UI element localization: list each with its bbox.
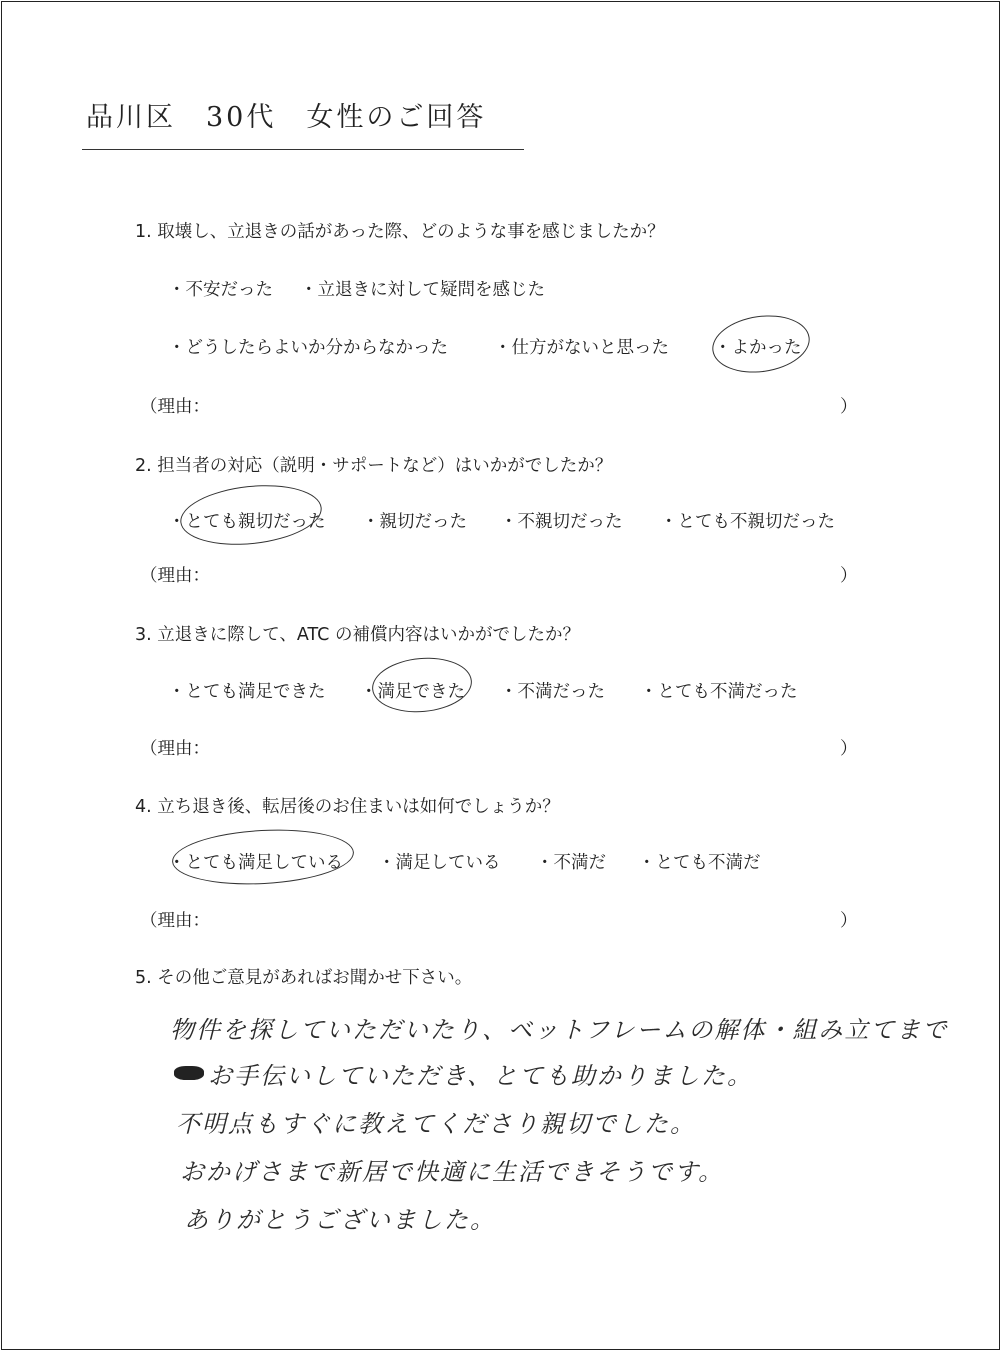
handwritten-line-4: おかげさまで新居で快適に生活できそうです。 (180, 1158, 725, 1186)
q4-option-very-dissatisfied: ・とても不満だ (638, 853, 761, 873)
page-border (1, 1, 1000, 1350)
q1-option-didnt-know: ・どうしたらよいか分からなかった (168, 338, 448, 358)
question-3-text: 3. 立退きに際して、ATC の補償内容はいかがでしたか？ (135, 625, 580, 645)
crossed-out-scribble (174, 1066, 204, 1080)
q2-option-very-unkind: ・とても不親切だった (660, 512, 835, 532)
q2-reason-label: （理由： (140, 566, 210, 586)
q2-option-very-kind: ・とても親切だった (168, 512, 326, 532)
q1-option-anxious: ・不安だった (168, 280, 273, 300)
handwritten-line-3: 不明点もすぐに教えてくださり親切でした。 (176, 1110, 696, 1138)
q3-option-satisfied: ・満足できた (360, 682, 465, 702)
q4-reason-close: ） (840, 911, 858, 931)
q1-reason-close: ） (840, 397, 858, 417)
handwritten-line-2: お手伝いしていただき、とても助かりました。 (208, 1062, 754, 1090)
q1-reason-label: （理由： (140, 397, 210, 417)
handwritten-line-1: 物件を探していただいたり、ベットフレームの解体・組み立てまで (170, 1016, 949, 1044)
page-title: 品川区 30代 女性のご回答 (86, 102, 487, 133)
q3-option-very-satisfied: ・とても満足できた (168, 682, 326, 702)
q3-reason-close: ） (840, 739, 858, 759)
q1-option-doubt: ・立退きに対して疑問を感じた (300, 280, 545, 300)
q1-option-no-choice: ・仕方がないと思った (494, 338, 669, 358)
q2-option-unkind: ・不親切だった (500, 512, 623, 532)
question-1-text: 1. 取壊し、立退きの話があった際、どのような事を感じましたか？ (135, 222, 665, 242)
q4-option-satisfied: ・満足している (378, 853, 501, 873)
q3-option-very-dissatisfied: ・とても不満だった (640, 682, 798, 702)
question-2-text: 2. 担当者の対応（説明・サポートなど）はいかがでしたか？ (135, 456, 613, 476)
q1-option-glad: ・よかった (714, 338, 802, 358)
q2-reason-close: ） (840, 566, 858, 586)
q4-option-dissatisfied: ・不満だ (536, 853, 606, 873)
question-5-text: 5. その他ご意見があればお聞かせ下さい。 (135, 968, 473, 988)
handwritten-line-5: ありがとうございました。 (184, 1206, 496, 1234)
title-underline (82, 149, 524, 150)
q2-option-kind: ・親切だった (362, 512, 467, 532)
q4-option-very-satisfied: ・とても満足している (168, 853, 343, 873)
question-4-text: 4. 立ち退き後、転居後のお住まいは如何でしょうか？ (135, 797, 560, 817)
q3-reason-label: （理由： (140, 739, 210, 759)
q3-option-dissatisfied: ・不満だった (500, 682, 605, 702)
q4-reason-label: （理由： (140, 911, 210, 931)
